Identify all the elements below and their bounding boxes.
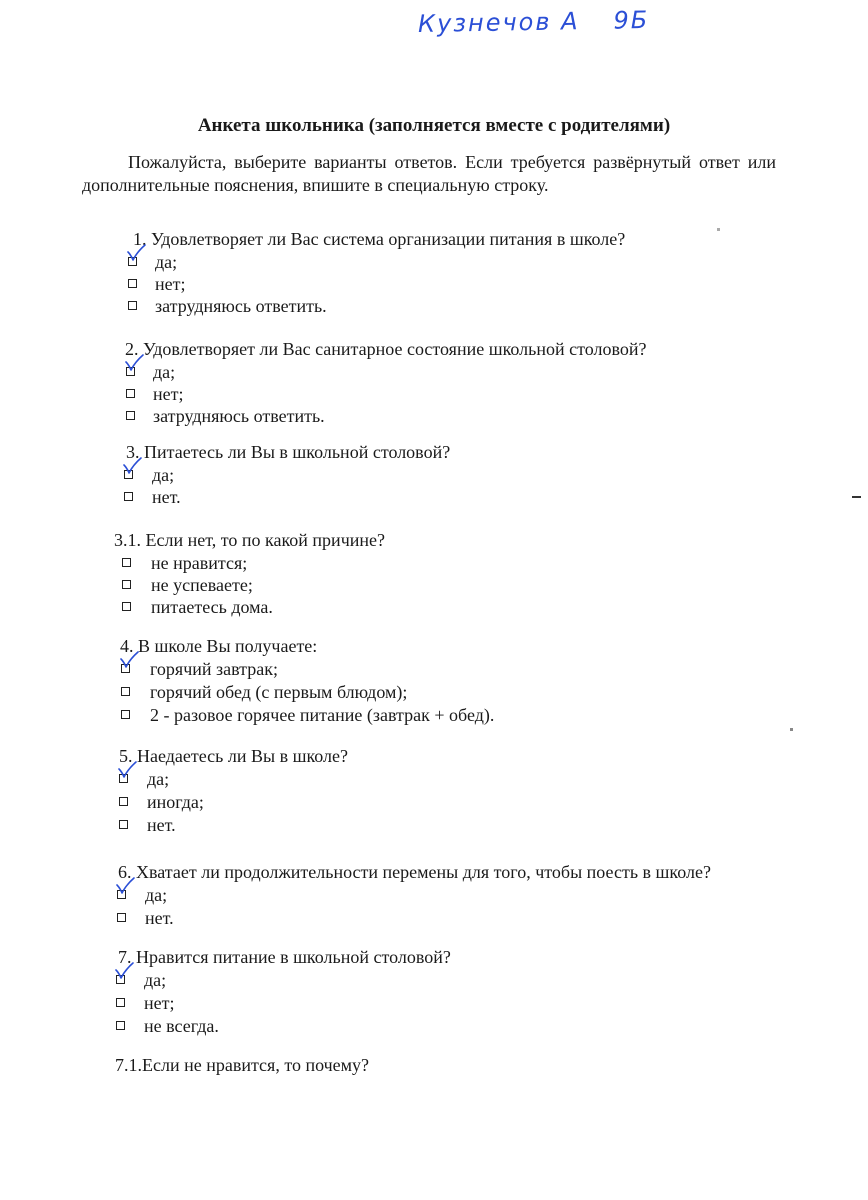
checkbox-icon[interactable] — [121, 710, 130, 719]
question-8-title: 7. Нравится питание в школьной столовой? — [118, 947, 451, 967]
checkmark-icon — [122, 456, 144, 478]
survey-title: Анкета школьника (заполняется вместе с родителями) — [197, 115, 671, 136]
option-label: нет. — [145, 908, 174, 928]
option-label: горячий завтрак; — [150, 659, 279, 679]
option-label: да; — [144, 970, 167, 990]
question-9-title: 7.1.Если не нравится, то почему? — [115, 1055, 370, 1075]
checkmark-icon — [114, 961, 136, 983]
student-class: 9Б — [613, 5, 650, 35]
checkbox-icon[interactable] — [126, 389, 135, 398]
question-4-title: 3.1. Если нет, то по какой причине? — [114, 530, 385, 550]
option-label: иногда; — [147, 792, 204, 812]
checkbox-icon[interactable] — [119, 820, 128, 829]
question-5-title: 4. В школе Вы получаете: — [120, 636, 318, 656]
option-label: да; — [145, 885, 168, 905]
checkbox-icon[interactable] — [122, 602, 131, 611]
scan-speck — [790, 728, 793, 731]
option-label: 2 - разовое горячее питание (завтрак + обед). — [150, 705, 495, 725]
checkbox-icon[interactable] — [116, 1021, 125, 1030]
student-name: Кузнечов А — [417, 7, 580, 39]
question-7-title: 6. Хватает ли продолжительности перемены для того, чтобы поесть в школе? — [118, 862, 711, 882]
checkbox-icon[interactable] — [126, 411, 135, 420]
checkbox-icon[interactable] — [128, 279, 137, 288]
question-2-title: 2. Удовлетворяет ли Вас санитарное состояние школьной столовой? — [125, 339, 647, 359]
scan-speck — [852, 496, 861, 498]
option-label: нет; — [155, 274, 186, 294]
question-6-title: 5. Наедаетесь ли Вы в школе? — [119, 746, 349, 766]
handwritten-student-name — [418, 6, 650, 38]
checkmark-icon — [117, 760, 139, 782]
option-label: горячий обед (с первым блюдом); — [150, 682, 408, 702]
option-label: затрудняюсь ответить. — [153, 406, 325, 426]
question-3-title: 3. Питаетесь ли Вы в школьной столовой? — [126, 442, 451, 462]
option-label: не всегда. — [144, 1016, 219, 1036]
survey-intro: Пожалуйста, выберите варианты ответов. Если требуется развёрнутый ответ или дополнительные пояснения, впишите в специальную строку. — [82, 152, 776, 195]
checkbox-icon[interactable] — [116, 998, 125, 1007]
question-1-title: 1. Удовлетворяет ли Вас система организации питания в школе? — [133, 229, 626, 249]
option-label: не нравится; — [151, 553, 248, 573]
option-label: не успеваете; — [151, 575, 253, 595]
checkbox-icon[interactable] — [122, 580, 131, 589]
option-label: да; — [153, 362, 176, 382]
option-label: да; — [152, 465, 175, 485]
checkmark-icon — [115, 876, 137, 898]
checkbox-icon[interactable] — [119, 797, 128, 806]
checkbox-icon[interactable] — [117, 913, 126, 922]
option-label: да; — [147, 769, 170, 789]
option-label: да; — [155, 252, 178, 272]
option-label: затрудняюсь ответить. — [155, 296, 327, 316]
checkbox-icon[interactable] — [122, 558, 131, 567]
scan-speck — [717, 228, 720, 231]
option-label: нет; — [153, 384, 184, 404]
checkbox-icon[interactable] — [128, 301, 137, 310]
checkbox-icon[interactable] — [124, 492, 133, 501]
checkmark-icon — [119, 650, 141, 672]
option-label: нет. — [152, 487, 181, 507]
option-label: нет; — [144, 993, 175, 1013]
option-label: питаетесь дома. — [151, 597, 273, 617]
checkbox-icon[interactable] — [121, 687, 130, 696]
option-label: нет. — [147, 815, 176, 835]
checkmark-icon — [124, 353, 146, 375]
checkmark-icon — [126, 243, 148, 265]
